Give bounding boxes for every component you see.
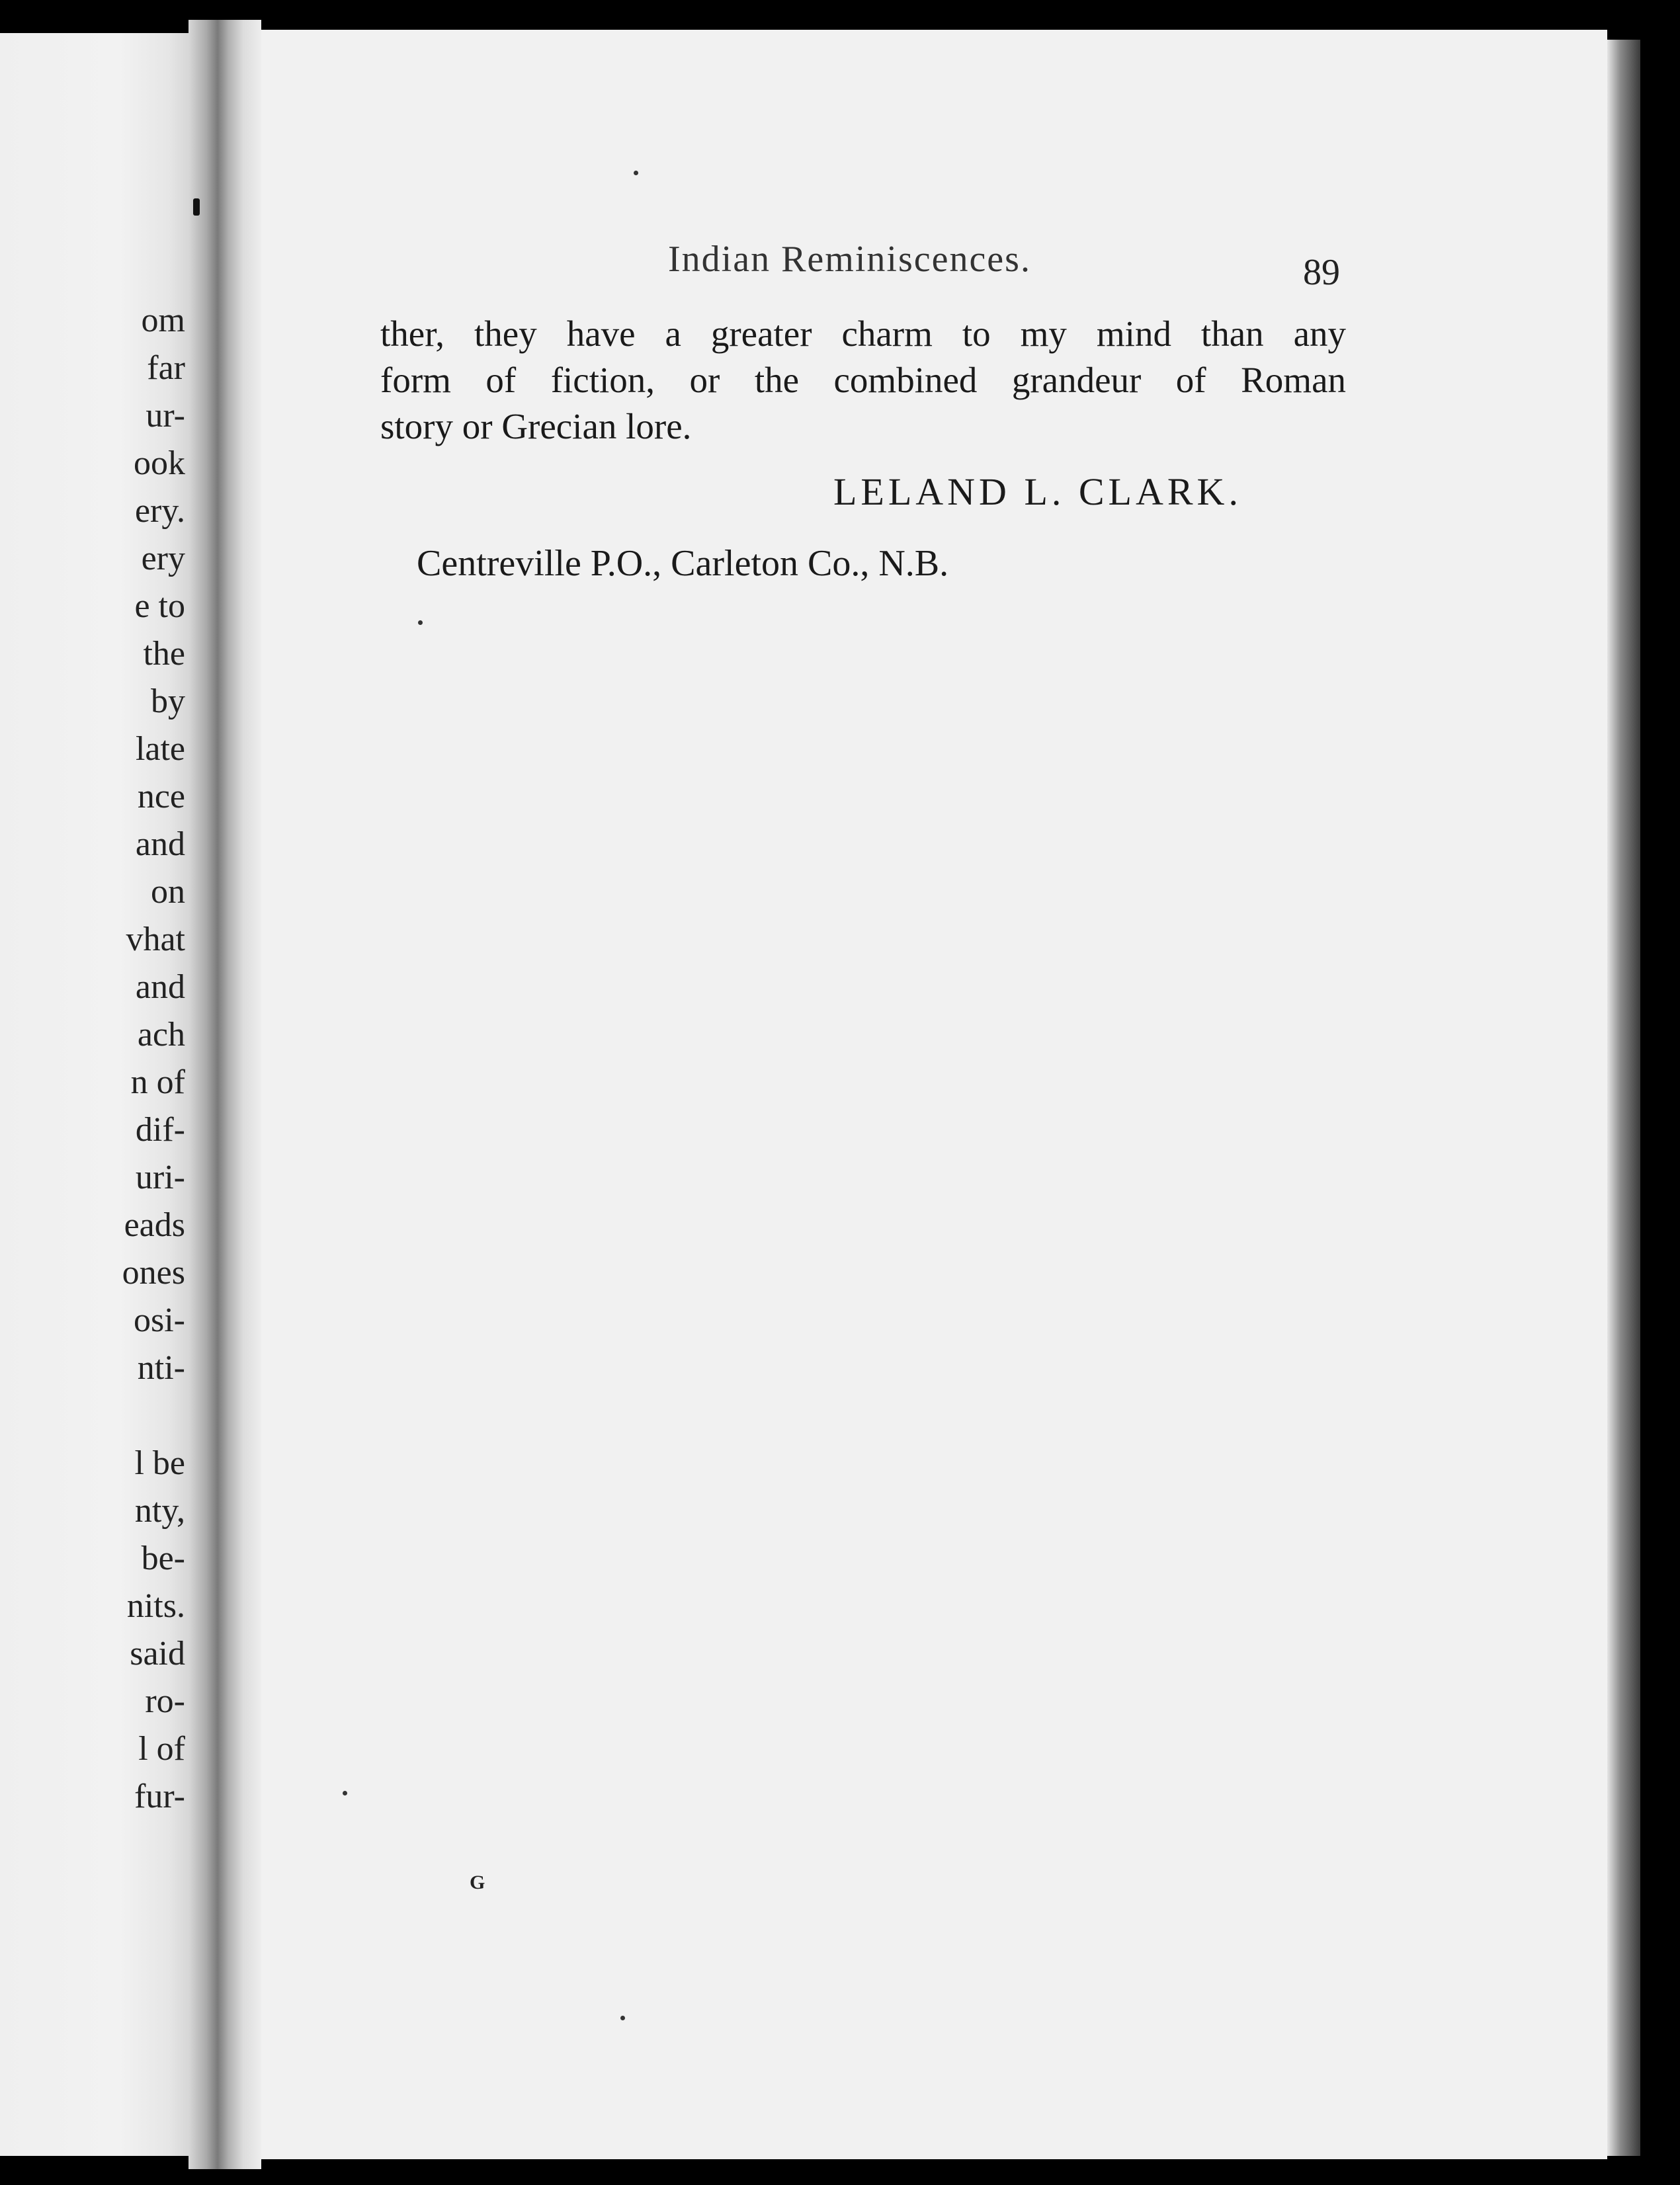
facing-line: nce <box>137 778 185 815</box>
facing-line: ook <box>134 444 185 482</box>
scan-speck <box>193 198 200 216</box>
facing-line: n of <box>130 1063 185 1101</box>
facing-line: nti- <box>137 1349 185 1387</box>
page-edge <box>1607 40 1640 2156</box>
facing-line: dif- <box>135 1111 185 1149</box>
facing-line: be- <box>141 1540 185 1577</box>
body-line: ther, they have a greater charm to my mind than any <box>380 313 1346 354</box>
facing-line: ery <box>141 540 185 577</box>
facing-line: and <box>135 825 185 863</box>
facing-line: ur- <box>146 397 185 434</box>
facing-line: eads <box>124 1206 185 1244</box>
scan-speck <box>418 620 423 625</box>
facing-page <box>0 33 198 2156</box>
facing-line: l of <box>138 1730 185 1768</box>
facing-line: the <box>143 635 185 673</box>
facing-line: ery. <box>134 492 185 530</box>
binding-gutter <box>189 20 261 2169</box>
page-number: 89 <box>1303 252 1340 293</box>
author-address: Centreville P.O., Carleton Co., N.B. <box>417 543 949 584</box>
facing-line: said <box>130 1635 185 1672</box>
scan-speck <box>343 1791 347 1795</box>
body-paragraph <box>380 311 1346 450</box>
facing-line: late <box>135 730 185 768</box>
facing-line: fur- <box>134 1778 185 1815</box>
body-line: form of fiction, or the combined grandeur of Roman <box>380 360 1346 400</box>
facing-line: nty, <box>134 1492 185 1530</box>
facing-line: om <box>141 302 185 339</box>
facing-line: ro- <box>145 1682 185 1720</box>
facing-line: ach <box>137 1016 185 1053</box>
facing-line: uri- <box>135 1159 185 1196</box>
running-head: Indian Reminiscences. <box>668 239 1031 280</box>
facing-line: and <box>135 968 185 1006</box>
facing-line: osi- <box>134 1301 185 1339</box>
facing-line: far <box>147 349 185 387</box>
scan-speck <box>634 171 638 175</box>
facing-line: on <box>151 873 185 911</box>
facing-line: nits. <box>126 1587 185 1625</box>
facing-line: by <box>151 682 185 720</box>
body-line: story or Grecian lore. <box>380 406 692 446</box>
facing-line: e to <box>134 587 185 625</box>
facing-line: vhat <box>126 921 185 958</box>
author-signature: LELAND L. CLARK. <box>833 470 1242 513</box>
facing-line: ones <box>122 1254 185 1292</box>
scan-speck <box>620 2016 625 2020</box>
signature-mark: G <box>470 1872 485 1893</box>
facing-line: l be <box>134 1444 185 1482</box>
